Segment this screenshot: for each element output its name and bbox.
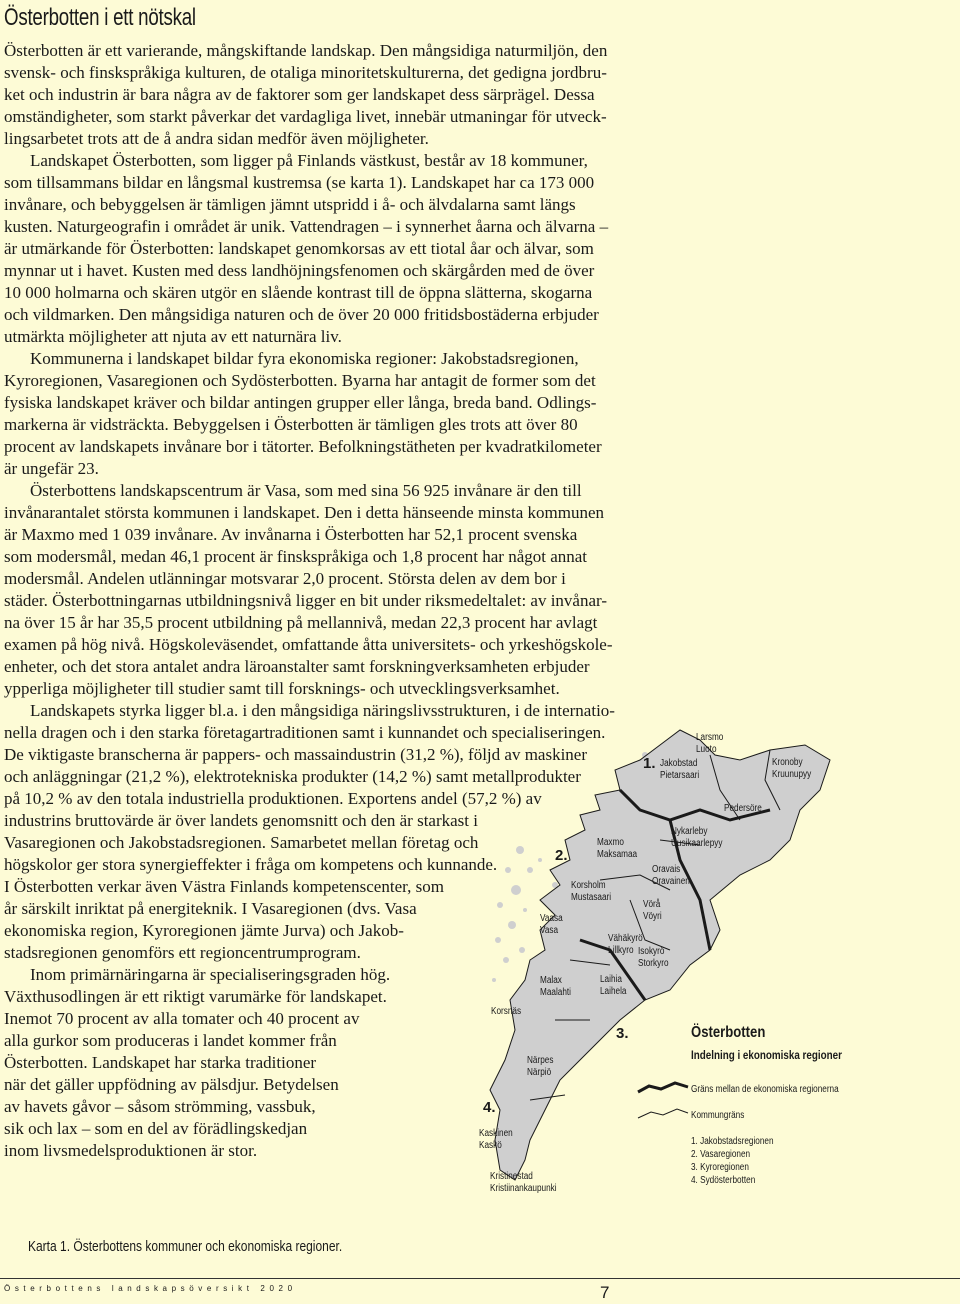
legend-region-1: 1. Jakobstadsregionen [691, 1136, 774, 1147]
footer-publication-title: Österbottens landskapsöversikt 2020 [4, 1284, 297, 1293]
place-label-kristinestad: Kristinestad Kristiinankaupunki [490, 1171, 557, 1194]
place-label-kronoby: Kronoby Kruunupyy [772, 757, 812, 780]
paragraph-geography: Landskapet Österbotten, som ligger på Finlands västkust, består av 18 kommuner, som tillsammans bildar en långsmal kustremsa (se karta 1). Landskapet har ca 173 000 invånare, och bebyggelsen är tämligen jämnt utspridd i å- och älvdalarna samt längs kusten. Naturgeografin i området är unik. Vattendragen – i synnerhet åarna och älvarna – är utmärkande för Österbotten: landskapet genomkorsas av ett tiotal åar och älvar, som mynnar ut i havet. Kusten med dess landhöjningsfenomen och skärgården med de över 10 000 holmarna och skären utgör en slående kontrast till de öppna slätterna, skogarna och vildmarken. Den mångsidiga naturen och de över 20 000 fritidsbostäderna erbjuder utmärkta möjligheter att njuta av ett naturnära liv. [4, 151, 609, 346]
map-caption: Karta 1. Österbottens kommuner och ekonomiska regioner. [28, 1238, 343, 1255]
legend-region-3: 3. Kyroregionen [691, 1162, 749, 1173]
place-label-vora: Vörå Vöyri [643, 899, 662, 922]
legend-municipal-border-label: Kommungräns [691, 1110, 745, 1121]
region-number-2: 2. [555, 847, 568, 864]
legend-region-border-icon [637, 1078, 689, 1098]
paragraph-regions: Kommunerna i landskapet bildar fyra ekonomiska regioner: Jakobstadsregionen, Kyroregionen, Vasaregionen och Sydösterbotten. Byarna har antagit de former som det fysiska landskapet kräver och bildar antingen grupper eller långa, breda band. Odlings- markerna är vidsträckta. Bebyggelsen i Österbotten är tämligen gles trots att över 80 procent av landskapets invånare bor i tätorter. Befolkningstätheten per kvadratkilometer är ungefär 23. [4, 349, 602, 478]
place-label-korsnas: Korsnäs [491, 1006, 522, 1017]
footer-divider [0, 1278, 960, 1279]
paragraph-intro: Österbotten är ett varierande, mångskiftande landskap. Den mångsidiga naturmiljön, den svensk- och finskspråkiga kulturen, de otaliga minoritetskulturerna, det gedigna jordbru- ket och industrin är bara några av de faktorer som ger landskapet dess särprägel. Dessa omständigheter, som starkt påverkar det vardagliga livet, innebär utmaningar för utveck- lingsarbetet trots att de å andra sidan medför även möjligheter. [4, 41, 608, 148]
place-label-laihia: Laihia Laihela [600, 974, 627, 997]
legend-region-4: 4. Sydösterbotten [691, 1175, 756, 1186]
legend-subtitle: Indelning i ekonomiska regioner [691, 1048, 842, 1062]
place-label-jakobstad: Jakobstad Pietarsaari [660, 758, 700, 781]
place-label-oravais: Oravais Oravainen [652, 864, 690, 887]
legend-region-2: 2. Vasaregionen [691, 1149, 751, 1160]
legend-municipal-border-icon [637, 1104, 689, 1124]
paragraph-primary-sector: Inom primärnäringarna är specialiseringsgraden hög. Växthusodlingen är ett riktigt varumärke för landskapet. Inemot 70 procent av alla tomater och 40 procent av alla gurkor som produceras i landet kommer från Österbotten. Landskapet har starka traditioner när det gäller uppfödning av pälsdjur. Betydelsen av havets gåvor – såsom strömming, vassbuk, sik och lax – som en del av förädlingskedjan inom livsmedelsproduktionen är stor. [4, 965, 391, 1160]
place-label-vahakyro: Vähäkyrö Lillkyro [608, 933, 643, 956]
region-number-1: 1. [643, 755, 656, 772]
place-label-malax: Malax Maalahti [540, 975, 572, 998]
place-label-larsmo: Larsmo Luoto [696, 732, 724, 755]
page-title: Österbotten i ett nötskal [4, 4, 196, 31]
legend-title: Österbotten [691, 1024, 766, 1041]
place-label-narpes: Närpes Närpiö [527, 1055, 554, 1078]
place-label-nykarleby: Nykarleby Uusikaarlepyy [671, 826, 723, 849]
legend-region-border-label: Gräns mellan de ekonomiska regionerna [691, 1084, 839, 1095]
place-label-isokyro: Isokyrö Storkyro [638, 946, 669, 969]
place-label-pedersore: Pedersöre [724, 803, 762, 814]
paragraph-population: Österbottens landskapscentrum är Vasa, som med sina 56 925 invånare är den till invånarantalet största kommunen i landskapet. Den i detta hänseende minsta kommunen är Maxmo med 1 039 invånare. Av invånarna i Österbotten har 52,1 procent svenska som modersmål, medan 46,1 procent är finskspråkiga och 1,8 procent har något annat modersmål. Andelen utlänningar motsvarar 2,0 procent. Största delen av dem bor i städer. Österbottningarnas utbildningsnivå ligger en bit under riksmedeltalet: av invånar- na över 15 år har 35,5 procent utbildning på mellannivå, medan 22,3 procent har avlagt examen på hög nivå. Högskoleväsendet, omfattande åtta universitets- och yrkeshögskole- enheter, och det stora antalet andra läroanstalter samt forskningverksamheten erbjuder ypperliga möjligheter till studier samt till forsknings- och utvecklingsverksamhet. [4, 481, 613, 698]
place-label-vaasa: Vaasa Vasa [540, 913, 563, 936]
page-number: 7 [600, 1283, 610, 1302]
region-number-3: 3. [616, 1025, 629, 1042]
place-label-korsholm: Korsholm Mustasaari [571, 880, 612, 903]
region-number-4: 4. [483, 1099, 496, 1116]
place-label-maxmo: Maxmo Maksamaa [597, 837, 638, 860]
place-label-kaskinen: Kaskinen Kaskö [479, 1128, 513, 1151]
paragraph-industry: Landskapets styrka ligger bl.a. i den mångsidiga näringslivsstrukturen, i de internatio- nella dragen och i den starka företagartraditionen samt i kunnandet och specialiseringen. De viktigaste branscherna är pappers- och massaindustrin (31,2 %), följd av maskiner och anläggningar (21,2 %), elektrotekniska produkter (14,2 %) samt metallprodukter på 10,2 % av den totala industriella produktionen. Exportens andel (57,2 %) av industrins bruttovärde är över landets genomsnitt och den är starkast i Vasaregionen och Jakobstadsregionen. Samarbetet mellan företag och högskolor ger stora synergieffekter i fråga om kompetens och kunnande. I Österbotten verkar även Västra Finlands kompetenscenter, som år särskilt inriktat på energiteknik. I Vasaregionen (dvs. Vasa ekonomiska region, Kyroregionen jämte Jurva) och Jakob- stadsregionen genomförs ett regioncentrumprogram. [4, 701, 615, 962]
